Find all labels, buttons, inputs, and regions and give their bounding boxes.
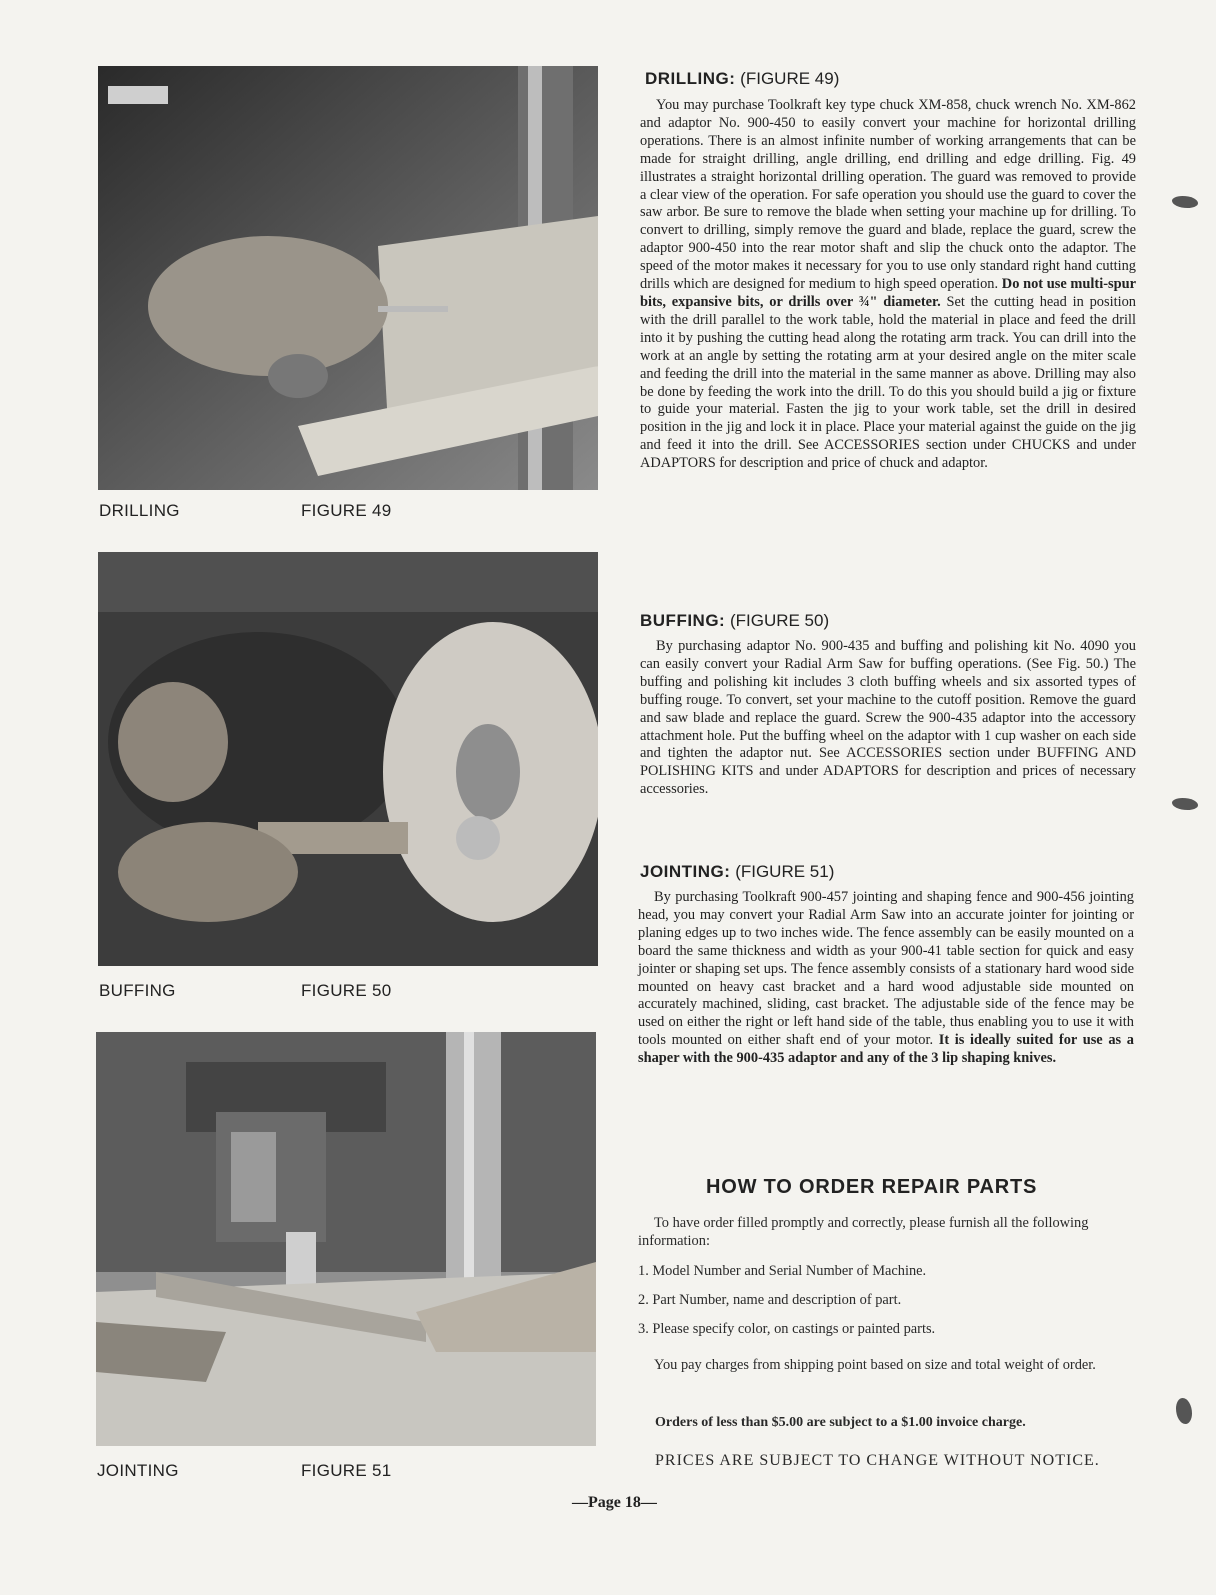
drilling-photo: [98, 66, 598, 490]
edge-mark-bottom: [1176, 1398, 1192, 1424]
order-item-1: 1. Model Number and Serial Number of Machine.: [638, 1263, 927, 1279]
jointing-heading: [640, 862, 834, 882]
page-number: —Page 18—: [572, 1494, 657, 1511]
caption-figure-51: FIGURE 51: [301, 1461, 392, 1480]
drilling-figure-ref: (FIGURE 49): [740, 69, 840, 88]
caption-drilling: DRILLING: [99, 501, 180, 520]
jointing-note: It is ideally suited for use as a shaper with the 900-435 adaptor and any of the 3 lip shaping knives.: [638, 1032, 1134, 1067]
order-item-2: 2. Part Number, name and description of part.: [638, 1292, 902, 1308]
order-minimum: [655, 1414, 1151, 1432]
jointing-photo: [96, 1032, 596, 1446]
jointing-paragraph: By purchasing Toolkraft 900-457 jointing and shaping fence and 900-456 jointing head, you may convert your Radial Arm Saw into an accurate jointer for jointing or planing edges up to two inches wide. The fence assembly can be easily mounted on a board the same thickness and width as your 900-41 table section for quick and easy jointer or shaping set ups. The fence assembly consists of a stationary hard wood side mounted on heavy cast bracket and a hard wood adjustable side mounted on accurately machined, sliding, cast bracket. The adjustable side of the fence may be used on either the right or left hand side of the table, thus enabling you to use it with tools mounted on either shaft end of your motor.: [638, 889, 1134, 1049]
jointing-title: JOINTING:: [640, 862, 731, 881]
buffing-text: [640, 638, 1136, 799]
order-minimum-text: Orders of less than $5.00 are subject to a $1.00 invoice charge.: [655, 1415, 1026, 1430]
drilling-paragraph-1: You may purchase Toolkraft key type chuck XM-858, chuck wrench No. XM-862 and adaptor No. 900-450 to easily convert your machine for horizontal drilling operations. There is an almost infinite number of working arrangements that can be made for straight drilling, angle drilling, end drilling and edge drilling. Fig. 49 illustrates a straight horizontal drilling operation. The guard was removed to provide a clear view of the operation. For safe operation you should use the guard to cover the saw arbor. Be sure to remove the blade when setting your machine up for drilling. To convert to drilling, simply remove the guard and blade, replace the guard, screw the adaptor 900-450 into the rear motor shaft and slip the chuck onto the adaptor. The speed of the motor makes it necessary for you to use only standard right hand cutting drills which are designed for medium to high speed operation.: [640, 97, 1136, 293]
order-heading: HOW TO ORDER REPAIR PARTS: [706, 1176, 1038, 1198]
drilling-heading: [645, 69, 839, 89]
prices-notice: PRICES ARE SUBJECT TO CHANGE WITHOUT NOTICE.: [655, 1452, 1100, 1469]
buffing-title: BUFFING:: [640, 611, 726, 630]
drilling-paragraph-2: Set the cutting head in position with the drill parallel to the work table, hold the material in place and feed the drill into it by pushing the cutting head along the rotating arm track. You can drill into the work at an angle by setting the rotating arm at your desired angle on the miter scale and feeding the drill into the material in the same manner as above. Drilling may also be done by feeding the work into the drill. To do this you should build a jig or fixture to guide your material. Fasten the jig to your work table, set the drill in desired position in the jig and lock it in place. Place your material against the guide on the jig and feed it into the drill. See ACCESSORIES section under CHUCKS and under ADAPTORS for description and price of chuck and adaptor.: [640, 293, 1136, 472]
drilling-text: [640, 97, 1136, 473]
caption-buffing: BUFFING: [99, 981, 176, 1000]
order-shipping: [638, 1356, 1134, 1374]
jointing-figure-ref: (FIGURE 51): [735, 862, 835, 881]
caption-figure-50: FIGURE 50: [301, 981, 392, 1000]
jointing-text: [638, 889, 1134, 1068]
caption-figure-49: FIGURE 49: [301, 501, 392, 520]
buffing-photo: [98, 552, 598, 966]
edge-mark-middle: [1172, 798, 1198, 810]
order-intro-text: To have order filled promptly and correctly, please furnish all the following information:: [638, 1215, 1089, 1249]
caption-jointing: JOINTING: [97, 1461, 179, 1480]
drilling-title: DRILLING:: [645, 69, 736, 88]
buffing-figure-ref: (FIGURE 50): [729, 611, 830, 630]
buffing-paragraph: By purchasing adaptor No. 900-435 and buffing and polishing kit No. 4090 you can easily convert your Radial Arm Saw for buffing operations. (See Fig. 50.) The buffing and polishing kit includes 3 cloth buffing wheels and six assorted types of buffing rouge. To convert, set your machine to the cutoff position. Remove the guard and saw blade and replace the guard. Screw the 900-435 adaptor into the accessory attachment hole. Put the buffing wheel on the adaptor with 1 cup washer on each side and tighten the adaptor nut. See ACCESSORIES section under BUFFING AND POLISHING KITS and under ADAPTORS for description and prices of necessary accessories.: [640, 638, 1136, 798]
edge-mark-top: [1172, 196, 1198, 208]
buffing-heading: [640, 611, 829, 631]
order-intro: [638, 1214, 1134, 1250]
order-item-3: 3. Please specify color, on castings or painted parts.: [638, 1321, 936, 1337]
drilling-warning: Do not use multi-spur bits, expansive bits, or drills over ¾" diameter.: [640, 276, 1136, 310]
order-shipping-text: You pay charges from shipping point based on size and total weight of order.: [654, 1357, 1096, 1373]
